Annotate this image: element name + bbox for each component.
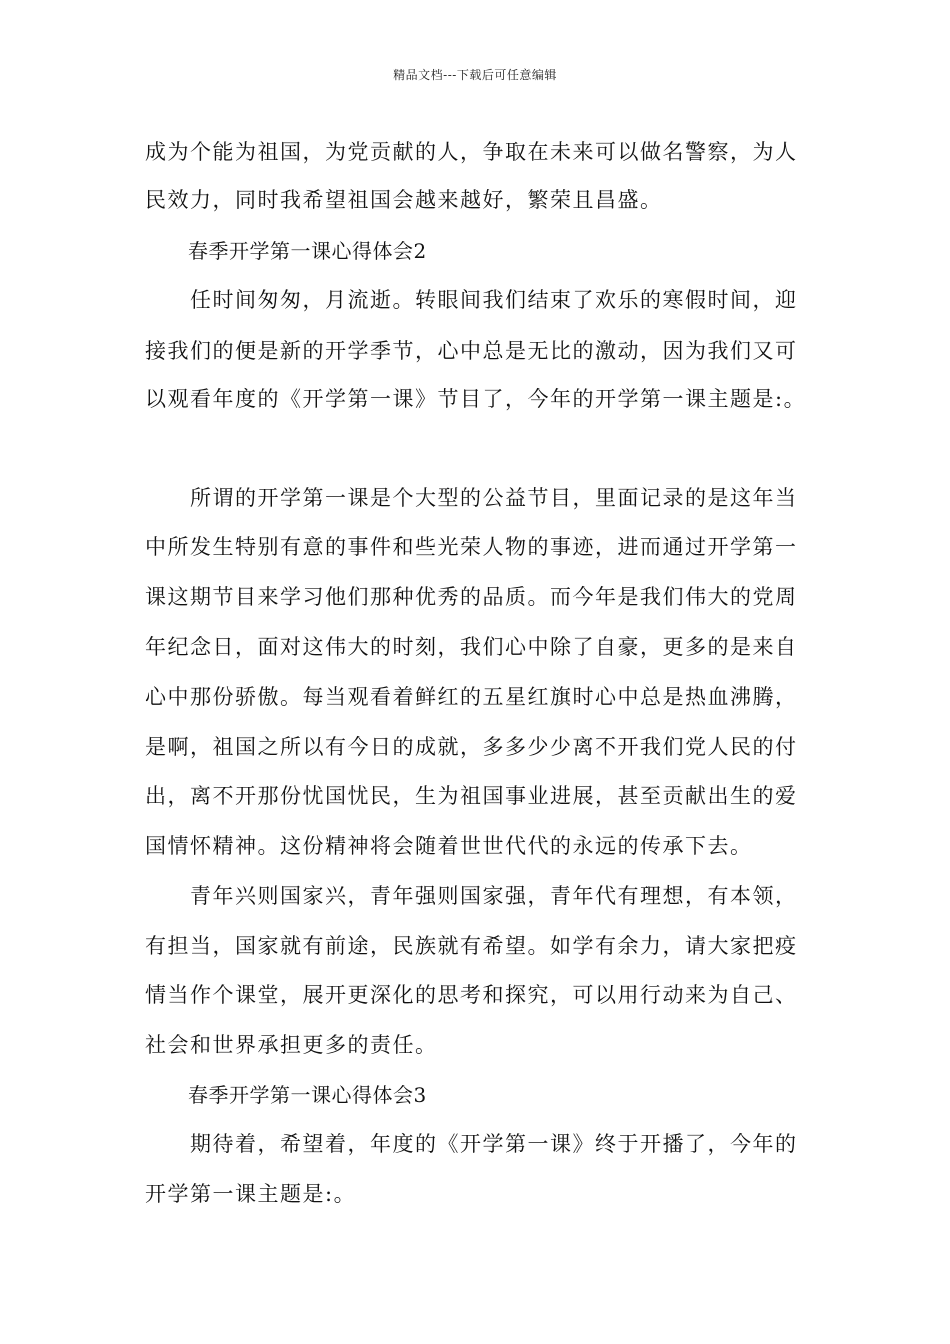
paragraph-line: 任时间匆匆，月流逝。转眼间我们结束了欢乐的寒假时间，迎 (190, 288, 798, 312)
section-heading: 春季开学第一课心得体会2 (188, 239, 427, 263)
paragraph-line: 期待着，希望着，年度的《开学第一课》终于开播了，今年的 (190, 1132, 798, 1156)
paragraph-line: 是啊，祖国之所以有今日的成就，多多少少离不开我们党人民的付 (145, 735, 798, 759)
paragraph-line: 国情怀精神。这份精神将会随着世世代代的永远的传承下去。 (145, 834, 753, 858)
paragraph-line: 以观看年度的《开学第一课》节目了，今年的开学第一课主题是:。 (145, 387, 807, 411)
paragraph-line: 中所发生特别有意的事件和些光荣人物的事迹，进而通过开学第一 (145, 535, 798, 559)
paragraph-line: 课这期节目来学习他们那种优秀的品质。而今年是我们伟大的党周 (145, 585, 798, 609)
paragraph-line: 开学第一课主题是:。 (145, 1182, 357, 1206)
paragraph-line: 青年兴则国家兴，青年强则国家强，青年代有理想，有本领， (190, 884, 798, 908)
paragraph-line: 所谓的开学第一课是个大型的公益节目，里面记录的是这年当 (190, 486, 798, 510)
paragraph-line: 心中那份骄傲。每当观看着鲜红的五星红旗时心中总是热血沸腾， (145, 685, 798, 709)
paragraph-line: 出，离不开那份忧国忧民，生为祖国事业进展，甚至贡献出生的爱 (145, 784, 798, 808)
header-note: 精品文档---下载后可任意编辑 (393, 68, 557, 82)
paragraph-line: 民效力，同时我希望祖国会越来越好，繁荣且昌盛。 (145, 188, 663, 212)
paragraph-line: 有担当，国家就有前途，民族就有希望。如学有余力，请大家把疫 (145, 934, 798, 958)
paragraph-line: 成为个能为祖国，为党贡献的人，争取在未来可以做名警察，为人 (145, 140, 798, 164)
paragraph-line: 接我们的便是新的开学季节，心中总是无比的激动，因为我们又可 (145, 339, 798, 363)
paragraph-line: 情当作个课堂，展开更深化的思考和探究，可以用行动来为自己、 (145, 983, 798, 1007)
paragraph-line: 年纪念日，面对这伟大的时刻，我们心中除了自豪，更多的是来自 (145, 635, 798, 659)
section-heading: 春季开学第一课心得体会3 (188, 1083, 427, 1107)
paragraph-line: 社会和世界承担更多的责任。 (145, 1033, 438, 1057)
